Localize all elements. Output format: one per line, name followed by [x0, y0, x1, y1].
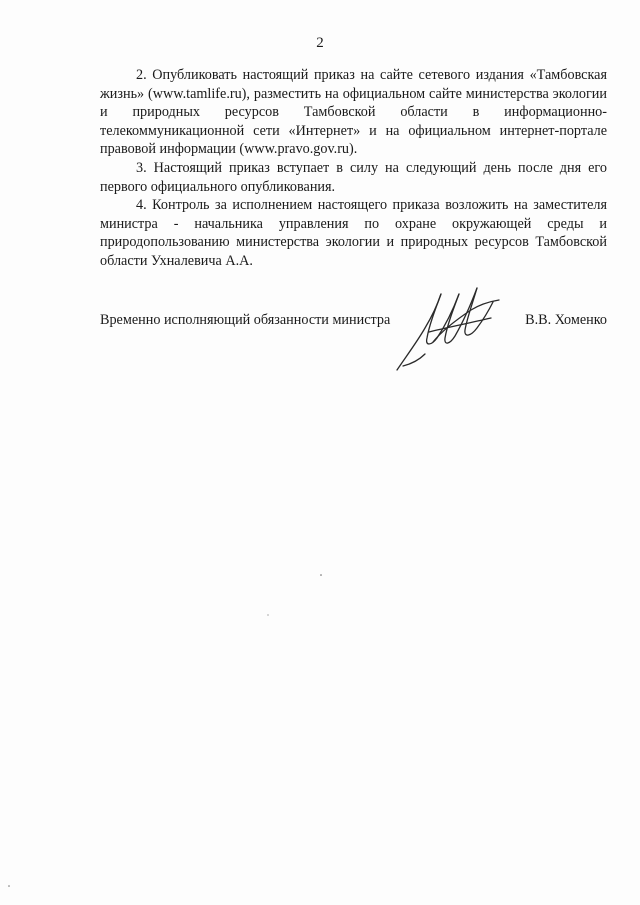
paragraph-publication: 2. Опубликовать настоящий приказ на сайте сетевого издания «Тамбовская жизнь» (www.tamlife.ru), разместить на официальном сайте министерства экологии и природных ресурсов Тамбовской области в информационно-телекоммуникационной сети «Интернет» и на официальном интернет-портале правовой информации (www.pravo.gov.ru). — [100, 67, 607, 158]
signature-block — [100, 312, 607, 332]
signer-name: В.В. Хоменко — [525, 312, 607, 328]
document-body — [100, 66, 607, 271]
paragraph-effective-date: 3. Настоящий приказ вступает в силу на следующий день после дня его первого официального опубликования. — [100, 159, 607, 195]
handwritten-signature — [395, 280, 505, 375]
paragraph-control: 4. Контроль за исполнением настоящего приказа возложить на заместителя министра - начальника управления по охране окружающей среды и природопользованию министерства экологии и природных ресурсов Тамбовской области Ухналевича А.А. — [100, 197, 607, 269]
page-number: 2 — [316, 35, 324, 51]
signer-position: Временно исполняющий обязанности министра — [100, 312, 391, 328]
